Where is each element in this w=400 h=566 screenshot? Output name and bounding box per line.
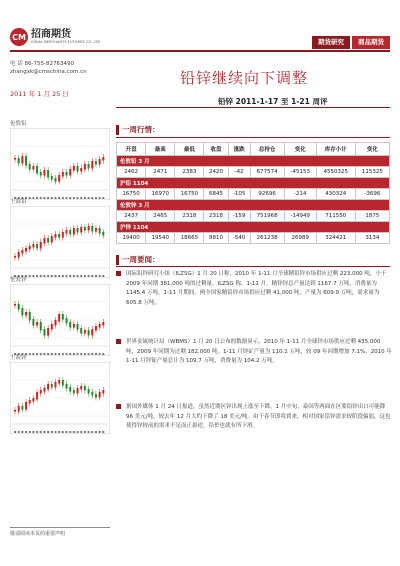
column-header: 最高 (146, 143, 175, 156)
table-cell: -540 (228, 233, 250, 244)
candlestick-chart (10, 284, 110, 356)
volume-bar (88, 431, 90, 433)
list-item (116, 338, 392, 367)
candle-body (62, 380, 64, 386)
table-cell: 16750 (117, 189, 146, 200)
candle-body (66, 172, 68, 176)
candle-body (91, 226, 93, 232)
table-cell: 18665 (175, 233, 204, 244)
volume-bar (80, 431, 82, 433)
candle-body (25, 248, 27, 252)
candle-body (40, 242, 42, 249)
candle-body (18, 304, 20, 310)
table-row (117, 189, 390, 200)
candle-body (54, 382, 56, 388)
volume-bar (25, 431, 27, 433)
candle-body (91, 392, 93, 396)
table-group-row (117, 200, 390, 211)
candle-body (77, 388, 79, 394)
candle-body (58, 234, 60, 238)
volume-bar (40, 431, 42, 433)
candle-body (51, 176, 53, 180)
candle-body (29, 246, 31, 250)
candle-body (95, 228, 97, 232)
candle-body (77, 324, 79, 330)
category-tags (312, 36, 390, 49)
candle-body (95, 394, 97, 398)
volume-bar (32, 431, 34, 433)
list-item (116, 403, 392, 432)
candle-body (43, 238, 45, 244)
table-cell: 2383 (175, 167, 204, 178)
candle-body (29, 312, 31, 321)
candle-body (43, 388, 45, 392)
table-row (117, 233, 390, 244)
contact-phone: 电 话 86-755-82763490 (10, 61, 74, 67)
table-cell: 6845 (204, 189, 228, 200)
table-cell: 92696 (250, 189, 284, 200)
column-header: 涨跌 (228, 143, 250, 156)
title-divider (116, 107, 390, 108)
candle-body (77, 228, 79, 233)
chart-label: 伦敦铅 (10, 121, 27, 127)
table-cell: 711550 (316, 211, 355, 222)
candle-body (47, 328, 49, 336)
candle-body (80, 168, 82, 172)
tag-commodity-futures: 商品期货 (352, 36, 390, 49)
candle-body (21, 156, 23, 164)
table-cell: 1875 (355, 211, 389, 222)
table-cell: 2318 (175, 211, 204, 222)
candle-body (102, 157, 104, 161)
table-cell: 677574 (250, 167, 284, 178)
candle-body (51, 236, 53, 243)
candle-body (32, 244, 34, 248)
news-item-text: 国际铅锌研究小组（ILZSG）1 月 20 日称，2010 年 1-11 月全球精铅锌市场供应过剩 223,000 吨，小于 2009 年同期 381,000 吨的过剩量。ILZSG 称，1-11 月，精锌锌总产量达到 1167.7 万吨，消费量为 1145.4 万吨。1-11 月期间，两全国家精铅锌市场供应过剩 41,000 吨，产量为 609.9 万吨，需求量为 605.8 万吨。 (126, 271, 387, 306)
candle-body (47, 384, 49, 390)
candle-body (40, 390, 42, 394)
table-cell: -105 (228, 189, 250, 200)
candle-body (18, 252, 20, 258)
weekly-quotes-heading: 一周行情： (116, 125, 160, 135)
volume-bar (77, 431, 79, 433)
candle-body (14, 158, 16, 160)
table-group-row (117, 156, 390, 167)
table-cell: 751968 (250, 211, 284, 222)
table-cell: 261238 (250, 233, 284, 244)
volume-bar (66, 431, 68, 433)
news-item-text: 据国外媒体 1 月 24 日报道，虽然近期区锌出现上涨至下降，1 月中旬，泰国等两面在区要铅锌出口可能降 96 美元/吨，较去年 12 月大约下降了 18 美元/吨。由于春节即将到来，相对国家铅锌需求较阶段偏弱，这也使得锌较前的需求不足而正悬逆，铅价也就有所下滑。 (126, 404, 391, 429)
candle-body (43, 329, 45, 336)
group-label: 沪铅 1104 (117, 178, 390, 189)
column-header: 最低 (175, 143, 204, 156)
bullet-square-icon (116, 403, 126, 432)
table-cell: 2437 (117, 211, 146, 222)
candle-body (18, 406, 20, 412)
table-cell: -214 (284, 189, 316, 200)
header-divider (10, 50, 390, 52)
table-cell: -159 (228, 211, 250, 222)
candle-body (88, 164, 90, 169)
candle-body (80, 227, 82, 233)
candle-body (14, 410, 16, 412)
chart-lme-zinc (10, 276, 110, 356)
candle-body (54, 178, 56, 182)
table-cell: 19540 (146, 233, 175, 244)
volume-bar (43, 431, 45, 433)
candle-body (21, 250, 23, 254)
candle-body (54, 320, 56, 326)
volume-bar (84, 431, 86, 433)
candle-body (58, 380, 60, 384)
chart-lme-lead (10, 120, 110, 200)
candle-body (102, 322, 104, 326)
table-cell: 19400 (117, 233, 146, 244)
volume-bar (36, 431, 38, 433)
table-cell: -45153 (284, 167, 316, 178)
candle-body (40, 172, 42, 176)
candle-body (54, 234, 56, 238)
bullet-square-icon (116, 338, 126, 367)
weekly-quotes-table (116, 142, 390, 244)
column-header: 变化 (284, 143, 316, 156)
candle-body (21, 308, 23, 316)
candle-body (25, 312, 27, 316)
analyst-contact (10, 60, 87, 76)
candle-body (25, 402, 27, 410)
table-cell: 26989 (284, 233, 316, 244)
candle-body (14, 304, 16, 306)
volume-bar (95, 431, 97, 433)
chart-shfe-lead (10, 198, 110, 278)
candle-body (69, 387, 71, 392)
report-date: 2011 年 1 月 25 日 (10, 90, 69, 98)
candle-body (58, 175, 60, 182)
candle-body (21, 406, 23, 410)
candle-body (43, 170, 45, 176)
logo-icon: CM (10, 28, 28, 46)
chart-label: 上海铅 (10, 199, 27, 205)
candle-body (32, 319, 34, 326)
candle-body (51, 384, 53, 388)
news-item-text: 世界金属统计局（WBMS）1 月 20 日公布的数据显示，2010 年 1-11 月全球锌市场供应过剩 435,000 吨，2009 年同期为过剩 182,000 吨。1-11 月锌矿产量为 110.1 万吨，较 09 年同期增加 7.1%。2010 年 1-11 月锌锭产量总计为 109.7 万吨，消费量为 104.2 万吨。 (126, 339, 392, 364)
report-subtitle: 铅锌 2011-1-17 至 1-21 周评 (218, 97, 328, 106)
column-header: 总持仓 (250, 143, 284, 156)
column-header: 库存小计 (316, 143, 355, 156)
chart-shfe-zinc (10, 354, 110, 434)
table-cell: 2471 (146, 167, 175, 178)
table-row (117, 167, 390, 178)
candle-body (99, 392, 101, 398)
logo-en-name: CHINA MERCHANTS FUTURES CO.,LTD (31, 40, 101, 44)
volume-bar (29, 431, 31, 433)
group-label: 伦敦铅 3 月 (117, 156, 390, 167)
volume-bar (47, 431, 49, 433)
candle-body (36, 166, 38, 174)
volume-bar (14, 431, 16, 433)
candle-body (84, 227, 86, 231)
table-cell: 430324 (316, 189, 355, 200)
volume-bar (54, 431, 56, 433)
candle-body (36, 322, 38, 326)
table-group-row (117, 178, 390, 189)
candle-body (99, 324, 101, 328)
table-header-row (117, 143, 390, 156)
candle-body (69, 230, 71, 235)
list-item (116, 270, 392, 308)
volume-bar (102, 431, 104, 433)
candle-body (102, 232, 104, 236)
table-cell: -14949 (284, 211, 316, 222)
volume-bar (69, 431, 71, 433)
candle-body (29, 400, 31, 404)
table-cell: -42 (228, 167, 250, 178)
volume-bar (58, 431, 60, 433)
footer-divider (10, 527, 110, 528)
candle-body (58, 314, 60, 322)
bullet-square-icon (116, 270, 126, 308)
candle-body (91, 329, 93, 336)
table-row (117, 211, 390, 222)
candlestick-chart (10, 128, 110, 200)
candle-body (95, 326, 97, 331)
table-cell: 4550325 (316, 167, 355, 178)
candlestick-chart (10, 362, 110, 434)
candle-body (62, 314, 64, 320)
candle-body (32, 166, 34, 170)
candle-body (73, 324, 75, 328)
group-label: 沪锌 1104 (117, 222, 390, 233)
group-label: 伦敦锌 3 月 (117, 200, 390, 211)
candle-body (99, 228, 101, 234)
candle-body (36, 392, 38, 400)
candle-body (47, 238, 49, 243)
volume-bar (62, 431, 64, 433)
candle-body (73, 166, 75, 171)
candlestick-chart (10, 206, 110, 278)
candle-body (73, 390, 75, 394)
candle-body (84, 164, 86, 170)
column-header: 变化 (355, 143, 389, 156)
contact-email: zhangxk@cmschina.com.cn (10, 69, 87, 75)
candle-body (51, 324, 53, 330)
volume-bar (51, 431, 53, 433)
column-header: 开盘 (117, 143, 146, 156)
table-cell: 8810 (204, 233, 228, 244)
table-cell: 2465 (146, 211, 175, 222)
table-cell: 2318 (204, 211, 228, 222)
candle-body (40, 322, 42, 331)
candle-body (62, 172, 64, 177)
candle-body (14, 256, 16, 258)
table-cell: 115325 (355, 167, 389, 178)
chart-label: 上海锌 (10, 355, 27, 361)
logo-cn-name: 招商期货 (31, 29, 71, 40)
candle-body (99, 159, 101, 165)
candle-body (84, 386, 86, 391)
candle-body (18, 158, 20, 164)
section-divider (116, 266, 390, 267)
candle-body (69, 322, 71, 328)
candle-body (95, 161, 97, 165)
candle-body (25, 156, 27, 166)
candle-body (88, 330, 90, 336)
candle-body (32, 398, 34, 402)
volume-bar (99, 431, 101, 433)
candle-body (102, 390, 104, 394)
candle-body (69, 169, 71, 176)
candle-body (66, 230, 68, 234)
volume-bar (18, 431, 20, 433)
column-header: 收盘 (204, 143, 228, 156)
section-divider (116, 137, 390, 138)
tag-futures-research: 期货研究 (312, 36, 350, 49)
volume-bar (91, 431, 93, 433)
weekly-news-heading: 一周要闻： (116, 255, 160, 265)
candle-body (88, 226, 90, 231)
table-cell: 2420 (204, 167, 228, 178)
candle-body (73, 228, 75, 235)
candle-body (36, 244, 38, 249)
volume-bar (73, 431, 75, 433)
table-cell: 2462 (117, 167, 146, 178)
disclaimer-note: 敬请阅读末页的重要声明 (10, 531, 66, 537)
table-cell: 16750 (175, 189, 204, 200)
table-cell: 324421 (316, 233, 355, 244)
report-title: 铅锌继续向下调整 (180, 69, 309, 87)
candle-body (29, 164, 31, 170)
candle-body (47, 170, 49, 178)
table-cell: 16970 (146, 189, 175, 200)
candle-body (66, 318, 68, 324)
company-logo (10, 26, 106, 48)
table-cell: 3134 (355, 233, 389, 244)
table-group-row (117, 222, 390, 233)
chart-label: 伦敦锌 (10, 277, 27, 283)
candle-body (91, 161, 93, 169)
candle-body (84, 330, 86, 334)
candle-body (88, 389, 90, 394)
table-cell: -3696 (355, 189, 389, 200)
candle-body (62, 232, 64, 238)
candle-body (77, 166, 79, 172)
candle-body (80, 328, 82, 334)
candle-body (66, 384, 68, 389)
candle-body (80, 386, 82, 390)
volume-bar (21, 431, 23, 433)
